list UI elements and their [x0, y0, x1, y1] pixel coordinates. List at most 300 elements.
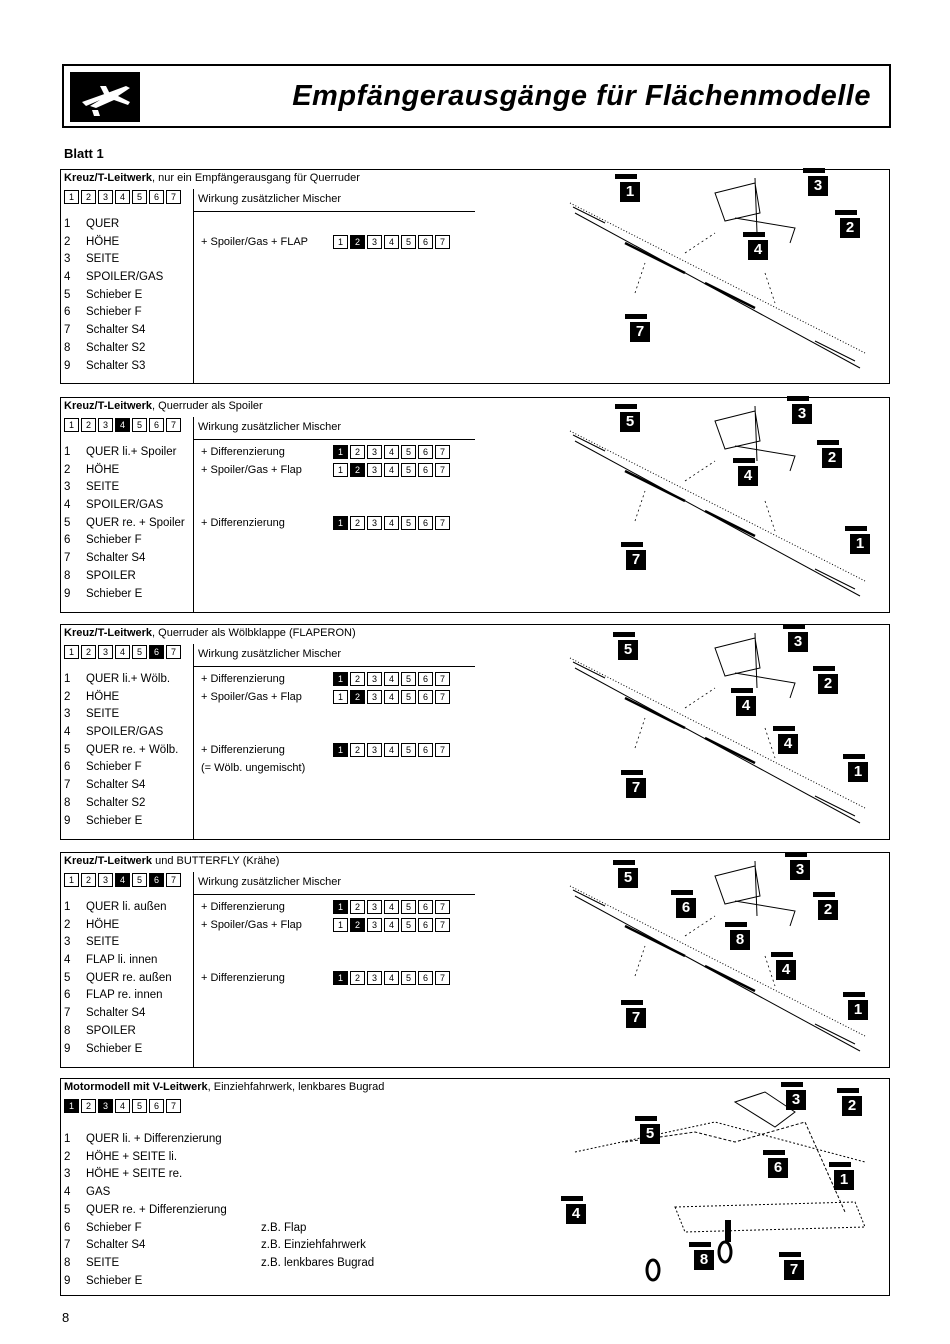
output-number: 8	[64, 1256, 71, 1269]
output-label: Schalter S4	[86, 779, 146, 792]
output-label: Schalter S4	[86, 324, 146, 337]
output-number: 8	[64, 1024, 71, 1037]
output-row	[64, 673, 178, 691]
output-number: 8	[64, 796, 71, 809]
mixer-code-box: 4	[384, 743, 399, 757]
channel-box: 5	[132, 873, 147, 887]
number-tag: 3	[788, 632, 808, 652]
output-row	[64, 726, 178, 744]
mix-header: Wirkung zusätzlicher Mischer	[198, 876, 342, 888]
channel-code	[64, 190, 181, 204]
glider-diagram	[565, 401, 885, 609]
mixer-effect: + Spoiler/Gas + Flap	[201, 463, 302, 476]
column-divider	[193, 872, 194, 1067]
mixer-effect: + Spoiler/Gas + Flap	[201, 918, 302, 931]
header-rule	[193, 439, 475, 440]
mixer-effect: + Differenzierung	[201, 446, 285, 458]
mixer-code-box: 1	[333, 672, 348, 686]
output-label: Schieber E	[86, 814, 143, 827]
output-number: 1	[64, 901, 71, 913]
mixer-code-box: 7	[435, 900, 450, 914]
output-label: SPOILER/GAS	[86, 271, 164, 284]
output-number: 9	[64, 814, 71, 827]
mix-header: Wirkung zusätzlicher Mischer	[198, 648, 342, 660]
output-label: Schalter S4	[86, 552, 146, 565]
output-label: Schieber F	[86, 306, 142, 319]
output-label: SPOILER	[86, 1024, 136, 1037]
channel-box: 3	[98, 1099, 113, 1113]
channel-box: 1	[64, 1099, 79, 1113]
output-row	[64, 289, 163, 307]
output-label: QUER re. + Spoiler	[86, 516, 185, 529]
mixer-code-box: 7	[435, 690, 450, 704]
output-label: QUER li.+ Spoiler	[86, 446, 177, 458]
output-number: 3	[64, 708, 71, 721]
mixer-effect: (= Wölb. ungemischt)	[201, 761, 306, 774]
mixer-effect: + Spoiler/Gas + Flap	[201, 690, 302, 703]
glider-diagram	[565, 856, 885, 1064]
output-row	[64, 989, 172, 1007]
mixer-code-box: 2	[350, 900, 365, 914]
output-number: 2	[64, 463, 71, 476]
mixer-code-box: 1	[333, 743, 348, 757]
mixer-code-box: 2	[350, 971, 365, 985]
output-label: FLAP re. innen	[86, 989, 163, 1002]
output-number: 9	[64, 1274, 71, 1287]
mixer-code-box: 4	[384, 235, 399, 249]
mixer-code-box: 7	[435, 918, 450, 932]
mixer-code-box: 4	[384, 445, 399, 459]
channel-box: 4	[115, 645, 130, 659]
mixer-code	[333, 900, 450, 914]
output-label: Schieber F	[86, 1221, 142, 1234]
output-number: 5	[64, 1203, 71, 1216]
mixer-code-box: 5	[401, 743, 416, 757]
mixer-code-box: 7	[435, 743, 450, 757]
mixer-code-box: 4	[384, 516, 399, 530]
mixer-code-box: 1	[333, 463, 348, 477]
output-row	[64, 324, 163, 342]
output-number: 7	[64, 324, 71, 337]
output-list	[64, 673, 178, 832]
page-number: 8	[62, 1310, 70, 1325]
output-label: Schalter S4	[86, 1007, 146, 1020]
output-number: 3	[64, 1168, 71, 1181]
output-number: 6	[64, 534, 71, 547]
output-row	[64, 342, 163, 360]
channel-box: 6	[149, 873, 164, 887]
number-tag: 2	[822, 448, 842, 468]
channel-code	[64, 873, 181, 887]
channel-box: 7	[166, 645, 181, 659]
output-label: HÖHE	[86, 235, 120, 248]
output-number: 5	[64, 743, 71, 756]
mixer-code-box: 5	[401, 463, 416, 477]
output-label: HÖHE + SEITE li.	[86, 1150, 178, 1163]
mixer-code-box: 7	[435, 672, 450, 686]
channel-box: 7	[166, 873, 181, 887]
mixer-effect: + Differenzierung	[201, 743, 285, 756]
output-list	[64, 446, 185, 605]
mixer-code-box: 3	[367, 672, 382, 686]
channel-box: 5	[132, 645, 147, 659]
mixer-code-box: 6	[418, 918, 433, 932]
output-number: 4	[64, 1186, 71, 1199]
channel-box: 2	[81, 645, 96, 659]
number-tag: 7	[784, 1260, 804, 1280]
channel-box: 3	[98, 873, 113, 887]
mixer-code-box: 3	[367, 690, 382, 704]
number-tag: 7	[626, 1008, 646, 1028]
output-row	[64, 708, 178, 726]
mixer-code-box: 4	[384, 918, 399, 932]
channel-box: 4	[115, 1099, 130, 1113]
number-tag: 3	[786, 1090, 806, 1110]
output-row	[64, 271, 163, 289]
output-number: 7	[64, 552, 71, 565]
channel-box: 1	[64, 645, 79, 659]
output-label: Schieber F	[86, 761, 142, 774]
mixer-code-box: 7	[435, 971, 450, 985]
number-tag: 4	[748, 240, 768, 260]
mixer-code-box: 1	[333, 445, 348, 459]
mixer-code-box: 4	[384, 971, 399, 985]
output-row	[64, 1151, 177, 1163]
number-tag: 5	[618, 868, 638, 888]
channel-box: 6	[149, 190, 164, 204]
mixer-code-box: 1	[333, 235, 348, 249]
column-divider	[193, 644, 194, 839]
mixer-code-box: 2	[350, 918, 365, 932]
channel-box: 4	[115, 190, 130, 204]
mixer-code	[333, 672, 450, 686]
section-title	[64, 855, 279, 867]
section-title	[64, 1081, 384, 1093]
number-tag: 3	[792, 404, 812, 424]
output-number: 6	[64, 761, 71, 774]
output-label: Schalter S3	[86, 359, 146, 372]
output-label: SEITE	[86, 481, 120, 494]
mixer-code-box: 2	[350, 445, 365, 459]
output-row	[64, 815, 178, 833]
output-number: 1	[64, 446, 71, 458]
mixer-code-box: 6	[418, 463, 433, 477]
number-tag: 8	[730, 930, 750, 950]
output-row	[64, 218, 163, 236]
mixer-code-box: 5	[401, 516, 416, 530]
output-row	[64, 464, 185, 482]
output-number: 2	[64, 1150, 71, 1163]
output-row	[64, 797, 178, 815]
output-row	[64, 1204, 227, 1216]
output-label: SPOILER/GAS	[86, 499, 164, 512]
output-number: 2	[64, 690, 71, 703]
number-tag: 4	[736, 696, 756, 716]
output-number: 8	[64, 569, 71, 582]
output-row	[64, 570, 185, 588]
channel-box: 2	[81, 418, 96, 432]
output-label: FLAP li. innen	[86, 954, 158, 967]
output-label: QUER re. + Wölb.	[86, 743, 179, 756]
output-row	[64, 534, 185, 552]
sheet-label: Blatt 1	[64, 146, 104, 161]
mixer-code-box: 7	[435, 445, 450, 459]
output-label: SEITE	[86, 1256, 120, 1269]
mixer-code-box: 2	[350, 516, 365, 530]
mixer-code-box: 1	[333, 900, 348, 914]
output-row	[64, 1257, 119, 1269]
output-row	[64, 552, 185, 570]
section-title-bold: Kreuz/T-Leitwerk	[64, 855, 153, 867]
section-title-bold: Kreuz/T-Leitwerk	[64, 627, 153, 639]
output-row	[64, 761, 178, 779]
mixer-code-box: 5	[401, 918, 416, 932]
output-number: 5	[64, 516, 71, 529]
number-tag: 4	[738, 466, 758, 486]
output-label: Schieber E	[86, 1274, 143, 1287]
output-number: 2	[64, 235, 71, 248]
output-row	[64, 1239, 145, 1251]
output-number: 6	[64, 989, 71, 1002]
output-number: 1	[64, 1133, 71, 1145]
mixer-code-box: 3	[367, 918, 382, 932]
number-tag: 1	[834, 1170, 854, 1190]
mixer-code	[333, 918, 450, 932]
mixer-code-box: 7	[435, 463, 450, 477]
output-row	[64, 1133, 222, 1145]
header-frame	[62, 64, 891, 128]
channel-box: 7	[166, 190, 181, 204]
channel-box: 5	[132, 190, 147, 204]
number-tag: 5	[640, 1124, 660, 1144]
output-label: QUER li. + Differenzierung	[86, 1133, 222, 1145]
output-row	[64, 236, 163, 254]
section-title-rest: , Querruder als Spoiler	[152, 400, 263, 412]
mixer-code-box: 6	[418, 445, 433, 459]
number-tag: 1	[850, 534, 870, 554]
section-title-rest: , Einziehfahrwerk, lenkbares Bugrad	[207, 1081, 385, 1093]
number-tag: 2	[842, 1096, 862, 1116]
output-row	[64, 901, 172, 919]
airplane-icon	[70, 72, 140, 122]
output-number: 6	[64, 1221, 71, 1234]
mixer-code-box: 6	[418, 690, 433, 704]
output-label: SEITE	[86, 936, 120, 949]
output-number: 9	[64, 587, 71, 600]
mixer-code-box: 4	[384, 900, 399, 914]
mixer-code-box: 3	[367, 971, 382, 985]
output-label: GAS	[86, 1186, 111, 1199]
output-label: Schieber E	[86, 1042, 143, 1055]
channel-box: 4	[115, 873, 130, 887]
output-number: 9	[64, 1042, 71, 1055]
output-number: 5	[64, 971, 71, 984]
output-note: z.B. lenkbares Bugrad	[261, 1256, 375, 1269]
output-row	[64, 744, 178, 762]
channel-box: 1	[64, 190, 79, 204]
output-number: 7	[64, 1007, 71, 1020]
number-tag: 3	[808, 176, 828, 196]
mixer-code	[333, 743, 450, 757]
output-row	[64, 360, 163, 378]
number-tag: 7	[626, 550, 646, 570]
channel-box: 2	[81, 190, 96, 204]
mixer-code-box: 3	[367, 235, 382, 249]
output-label: QUER re. außen	[86, 971, 172, 984]
section-title-bold: Motormodell mit V-Leitwerk	[64, 1081, 208, 1093]
channel-code	[64, 645, 181, 659]
mixer-code-box: 1	[333, 690, 348, 704]
section-title-rest: , Querruder als Wölbklappe (FLAPERON)	[152, 627, 356, 639]
number-tag: 8	[694, 1250, 714, 1270]
number-tag: 7	[630, 322, 650, 342]
mixer-code-box: 2	[350, 463, 365, 477]
page-title: Empfängerausgänge für Flächenmodelle	[292, 80, 871, 112]
output-label: SPOILER/GAS	[86, 726, 164, 739]
mixer-code-box: 6	[418, 743, 433, 757]
section-title	[64, 400, 263, 412]
output-row	[64, 1025, 172, 1043]
output-number: 4	[64, 726, 71, 739]
output-row	[64, 588, 185, 606]
mixer-code-box: 4	[384, 463, 399, 477]
channel-code	[64, 1099, 181, 1113]
output-number: 7	[64, 779, 71, 792]
mixer-code-box: 7	[435, 235, 450, 249]
number-tag: 3	[790, 860, 810, 880]
output-label: HÖHE + SEITE re.	[86, 1168, 183, 1181]
mixer-code	[333, 690, 450, 704]
mixer-effect: + Differenzierung	[201, 673, 285, 685]
output-row	[64, 691, 178, 709]
output-row	[64, 1186, 110, 1198]
output-number: 7	[64, 1239, 71, 1252]
mixer-effect: + Differenzierung	[201, 901, 285, 913]
mixer-code-box: 5	[401, 672, 416, 686]
channel-box: 2	[81, 1099, 96, 1113]
mixer-code-box: 6	[418, 672, 433, 686]
header-rule	[193, 211, 475, 212]
channel-box: 2	[81, 873, 96, 887]
output-row	[64, 954, 172, 972]
header-rule	[193, 894, 475, 895]
channel-box: 1	[64, 418, 79, 432]
mix-header: Wirkung zusätzlicher Mischer	[198, 193, 342, 205]
mixer-code-box: 5	[401, 971, 416, 985]
output-number: 1	[64, 673, 71, 685]
mixer-code-box: 2	[350, 672, 365, 686]
output-number: 9	[64, 359, 71, 372]
output-row	[64, 306, 163, 324]
output-number: 4	[64, 271, 71, 284]
mixer-effect: + Differenzierung	[201, 516, 285, 529]
channel-box: 5	[132, 1099, 147, 1113]
mixer-effect: + Spoiler/Gas + FLAP	[201, 235, 308, 248]
output-list	[64, 901, 172, 1060]
header-rule	[193, 666, 475, 667]
number-tag: 2	[840, 218, 860, 238]
number-tag: 2	[818, 900, 838, 920]
mixer-code-box: 5	[401, 690, 416, 704]
output-number: 3	[64, 481, 71, 494]
mixer-code-box: 2	[350, 743, 365, 757]
channel-box: 7	[166, 418, 181, 432]
section-title	[64, 172, 360, 184]
output-row	[64, 446, 185, 464]
output-label: SEITE	[86, 253, 120, 266]
output-row	[64, 1043, 172, 1061]
number-tag: 5	[620, 412, 640, 432]
output-label: QUER li. außen	[86, 901, 167, 913]
mixer-code-box: 6	[418, 235, 433, 249]
number-tag: 6	[768, 1158, 788, 1178]
glider-diagram	[565, 628, 885, 836]
output-row	[64, 972, 172, 990]
output-label: HÖHE	[86, 918, 120, 931]
number-tag: 7	[626, 778, 646, 798]
output-label: Schalter S4	[86, 1239, 146, 1252]
mixer-code-box: 7	[435, 516, 450, 530]
number-tag: 5	[618, 640, 638, 660]
glider-diagram	[565, 173, 885, 380]
output-label: Schieber E	[86, 587, 143, 600]
mixer-code-box: 1	[333, 516, 348, 530]
channel-box: 6	[149, 418, 164, 432]
output-row	[64, 253, 163, 271]
mixer-code-box: 3	[367, 445, 382, 459]
output-number: 3	[64, 253, 71, 266]
output-label: QUER li.+ Wölb.	[86, 673, 171, 685]
output-number: 3	[64, 936, 71, 949]
output-label: HÖHE	[86, 690, 120, 703]
section-title	[64, 627, 356, 639]
output-number: 1	[64, 218, 71, 230]
channel-box: 1	[64, 873, 79, 887]
output-row	[64, 1222, 142, 1234]
channel-code	[64, 418, 181, 432]
output-label: QUER re. + Differenzierung	[86, 1203, 227, 1216]
mix-header: Wirkung zusätzlicher Mischer	[198, 421, 342, 433]
mixer-code	[333, 516, 450, 530]
section-title-rest: , nur ein Empfängerausgang für Querruder	[152, 172, 360, 184]
number-tag: 4	[776, 960, 796, 980]
number-tag: 6	[676, 898, 696, 918]
output-label: Schieber E	[86, 288, 143, 301]
mixer-code-box: 3	[367, 900, 382, 914]
output-row	[64, 499, 185, 517]
output-note: z.B. Flap	[261, 1221, 307, 1234]
output-number: 5	[64, 288, 71, 301]
channel-box: 6	[149, 1099, 164, 1113]
channel-box: 3	[98, 418, 113, 432]
mixer-code-box: 5	[401, 235, 416, 249]
output-row	[64, 517, 185, 535]
mixer-effect: + Differenzierung	[201, 971, 285, 984]
output-label: Schieber F	[86, 534, 142, 547]
mixer-code-box: 4	[384, 672, 399, 686]
channel-box: 7	[166, 1099, 181, 1113]
output-row	[64, 481, 185, 499]
mixer-code-box: 3	[367, 516, 382, 530]
output-number: 4	[64, 499, 71, 512]
mixer-code	[333, 445, 450, 459]
output-label: HÖHE	[86, 463, 120, 476]
output-number: 6	[64, 306, 71, 319]
number-tag: 1	[848, 1000, 868, 1020]
section-title-bold: Kreuz/T-Leitwerk	[64, 400, 153, 412]
output-label: SEITE	[86, 708, 120, 721]
output-number: 2	[64, 918, 71, 931]
